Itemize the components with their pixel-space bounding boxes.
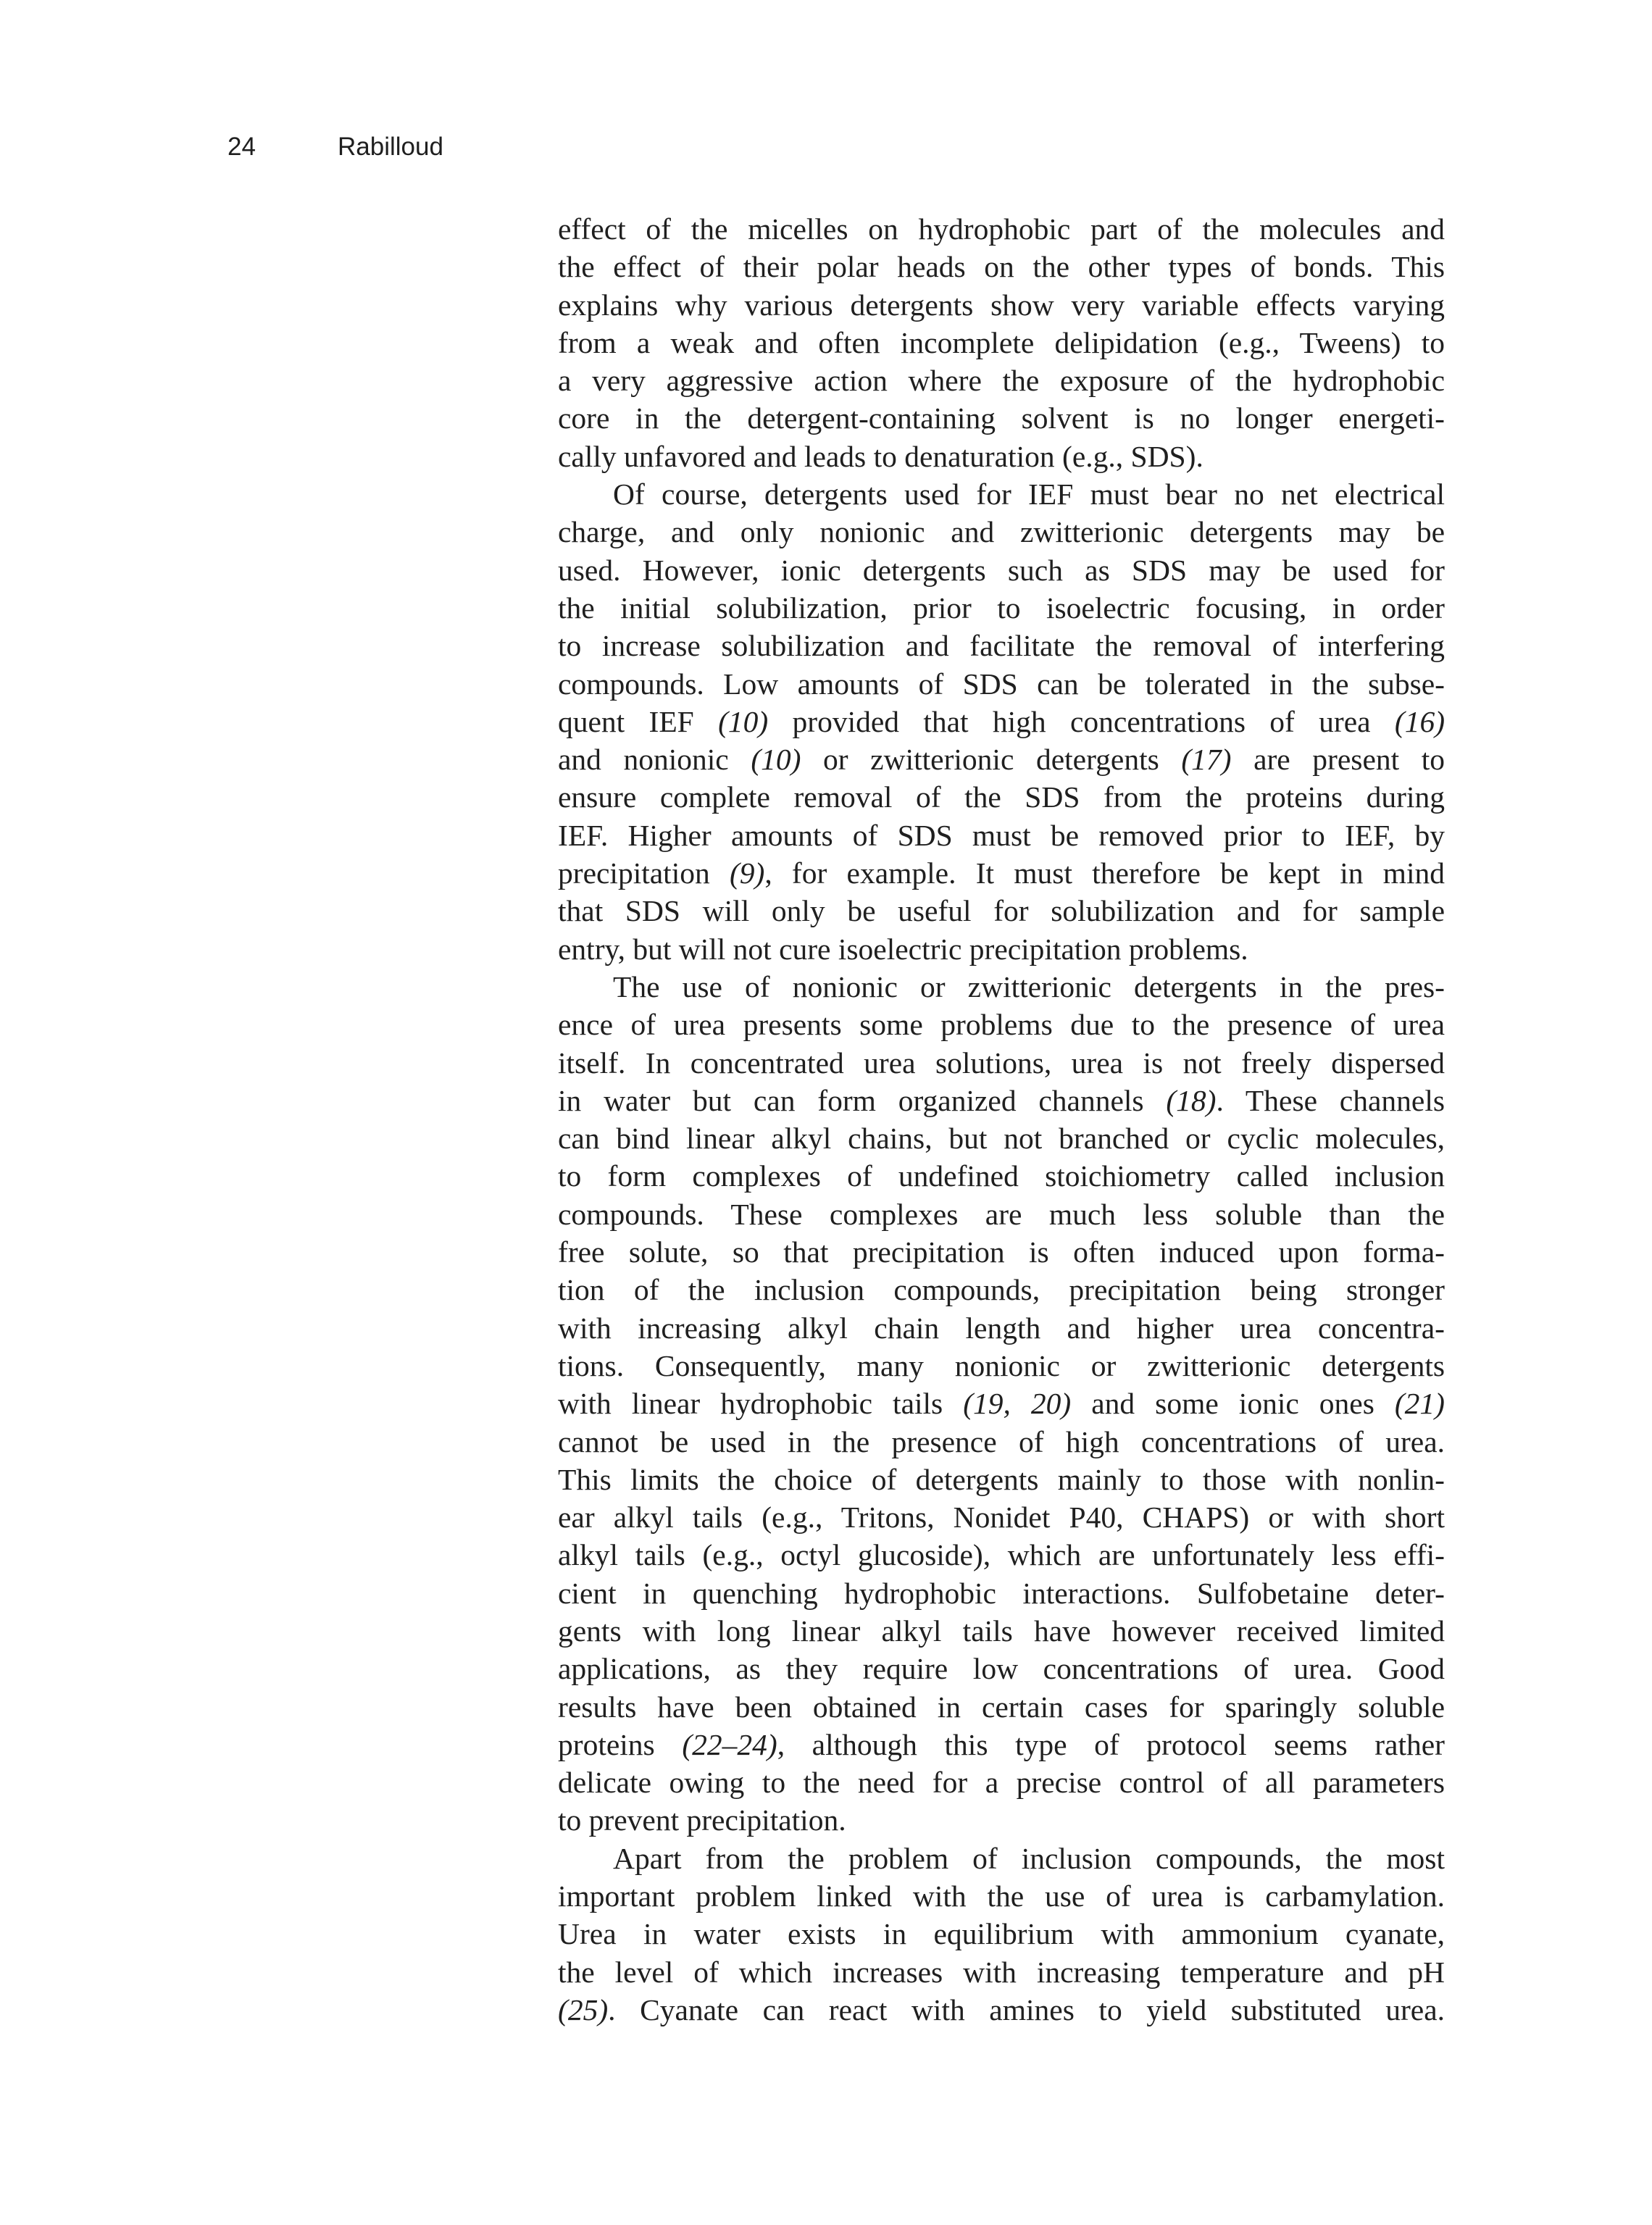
- text-segment: . These channels: [1216, 1083, 1445, 1117]
- text-line: charge, and only nonionic and zwitterionic detergents may be: [558, 515, 1445, 549]
- text-line: the effect of their polar heads on the other types of bonds. This: [558, 250, 1445, 284]
- text-line: that SDS will only be useful for solubilization and for sample: [558, 894, 1445, 928]
- text-line: [558, 854, 1445, 892]
- text-line: to form complexes of undefined stoichiometry called inclusion: [558, 1159, 1445, 1193]
- text-line: compounds. These complexes are much less soluble than the: [558, 1197, 1445, 1231]
- text-line: the initial solubilization, prior to isoelectric focusing, in order: [558, 590, 1445, 625]
- text-line: cannot be used in the presence of high concentrations of urea.: [558, 1424, 1445, 1458]
- citation-reference: (10): [718, 704, 769, 738]
- text-segment: precipitation: [558, 856, 730, 890]
- citation-reference: (16): [1394, 704, 1446, 738]
- text-line: gents with long linear alkyl tails have however received limited: [558, 1614, 1445, 1648]
- text-line: to increase solubilization and facilitate the removal of interfering: [558, 629, 1445, 663]
- text-line: core in the detergent-containing solvent is no longer energeti-: [558, 401, 1445, 435]
- text-line: effect of the micelles on hydrophobic part of the molecules and: [558, 212, 1445, 246]
- text-line: with increasing alkyl chain length and higher urea concentra-: [558, 1311, 1445, 1345]
- text-line: [558, 740, 1445, 778]
- text-line: tion of the inclusion compounds, precipitation being stronger: [558, 1273, 1445, 1307]
- text-line: a very aggressive action where the exposure of the hydrophobic: [558, 364, 1445, 398]
- text-line: itself. In concentrated urea solutions, urea is not freely dispersed: [558, 1045, 1445, 1080]
- text-segment: provided that high concentrations of urea: [768, 704, 1395, 738]
- text-line: [558, 1082, 1445, 1119]
- citation-reference: (17): [1181, 743, 1232, 777]
- text-line: [558, 703, 1445, 740]
- citation-reference: (18): [1166, 1083, 1217, 1117]
- text-line: tions. Consequently, many nonionic or zwitterionic detergents: [558, 1348, 1445, 1382]
- citation-reference: (9): [729, 856, 765, 890]
- text-segment: with linear hydrophobic tails: [558, 1387, 964, 1421]
- text-line: Urea in water exists in equilibrium with ammonium cyanate,: [558, 1917, 1445, 1951]
- text-segment: . Cyanate can react with amines to yield substituted urea.: [608, 1992, 1445, 2026]
- text-line: cally unfavored and leads to denaturation (e.g., SDS).: [558, 439, 1203, 473]
- citation-reference: (22–24): [682, 1727, 777, 1761]
- text-line: to prevent precipitation.: [558, 1803, 846, 1837]
- text-line: the level of which increases with increasing temperature and pH: [558, 1955, 1445, 1989]
- text-line: applications, as they require low concentrations of urea. Good: [558, 1652, 1445, 1686]
- text-segment: quent IEF: [558, 704, 719, 738]
- text-line: entry, but will not cure isoelectric precipitation problems.: [558, 932, 1248, 966]
- text-line: explains why various detergents show very variable effects varying: [558, 288, 1445, 322]
- page-number: 24: [228, 133, 256, 161]
- text-segment: and nonionic: [558, 743, 751, 777]
- text-line: [558, 1991, 1445, 2029]
- running-head-author: Rabilloud: [338, 133, 443, 161]
- text-segment: are present to: [1231, 743, 1446, 777]
- text-line: cient in quenching hydrophobic interactions. Sulfobetaine deter-: [558, 1576, 1445, 1610]
- text-line: ear alkyl tails (e.g., Tritons, Nonidet P40, CHAPS) or with short: [558, 1500, 1445, 1535]
- paragraph-first-line: Apart from the problem of inclusion compounds, the most: [613, 1841, 1445, 1875]
- text-line: alkyl tails (e.g., octyl glucoside), which are unfortunately less effi-: [558, 1538, 1445, 1572]
- paragraph-first-line: The use of nonionic or zwitterionic detergents in the pres-: [613, 969, 1445, 1003]
- text-segment: in water but can form organized channels: [558, 1083, 1167, 1117]
- text-line: [558, 1385, 1445, 1422]
- text-line: ence of urea presents some problems due to the presence of urea: [558, 1008, 1445, 1042]
- text-line: results have been obtained in certain cases for sparingly soluble: [558, 1690, 1445, 1724]
- text-segment: and some ionic ones: [1071, 1387, 1395, 1421]
- text-segment: , for example. It must therefore be kept in mind: [764, 856, 1445, 890]
- body-text: [558, 210, 1445, 2029]
- text-segment: , although this type of protocol seems rather: [777, 1727, 1445, 1761]
- citation-reference: (10): [751, 743, 801, 777]
- text-line: important problem linked with the use of urea is carbamylation.: [558, 1879, 1445, 1913]
- text-line: can bind linear alkyl chains, but not branched or cyclic molecules,: [558, 1122, 1445, 1156]
- text-segment: proteins: [558, 1727, 683, 1761]
- text-line: IEF. Higher amounts of SDS must be removed prior to IEF, by: [558, 818, 1445, 852]
- text-line: compounds. Low amounts of SDS can be tolerated in the subse-: [558, 667, 1445, 701]
- text-line: used. However, ionic detergents such as SDS may be used for: [558, 553, 1445, 587]
- running-head: [228, 129, 443, 165]
- text-line: ensure complete removal of the SDS from the proteins during: [558, 780, 1445, 814]
- paragraph-first-line: Of course, detergents used for IEF must bear no net electrical: [613, 477, 1445, 512]
- citation-reference: (21): [1394, 1387, 1445, 1421]
- text-segment: or zwitterionic detergents: [801, 743, 1182, 777]
- text-line: delicate owing to the need for a precise control of all parameters: [558, 1766, 1445, 1800]
- citation-reference: (25): [558, 1992, 609, 2026]
- text-line: This limits the choice of detergents mainly to those with nonlin-: [558, 1462, 1445, 1496]
- text-line: [558, 1726, 1445, 1763]
- citation-reference: (19, 20): [963, 1387, 1072, 1421]
- text-line: free solute, so that precipitation is often induced upon forma-: [558, 1235, 1445, 1269]
- text-line: from a weak and often incomplete delipidation (e.g., Tweens) to: [558, 325, 1445, 359]
